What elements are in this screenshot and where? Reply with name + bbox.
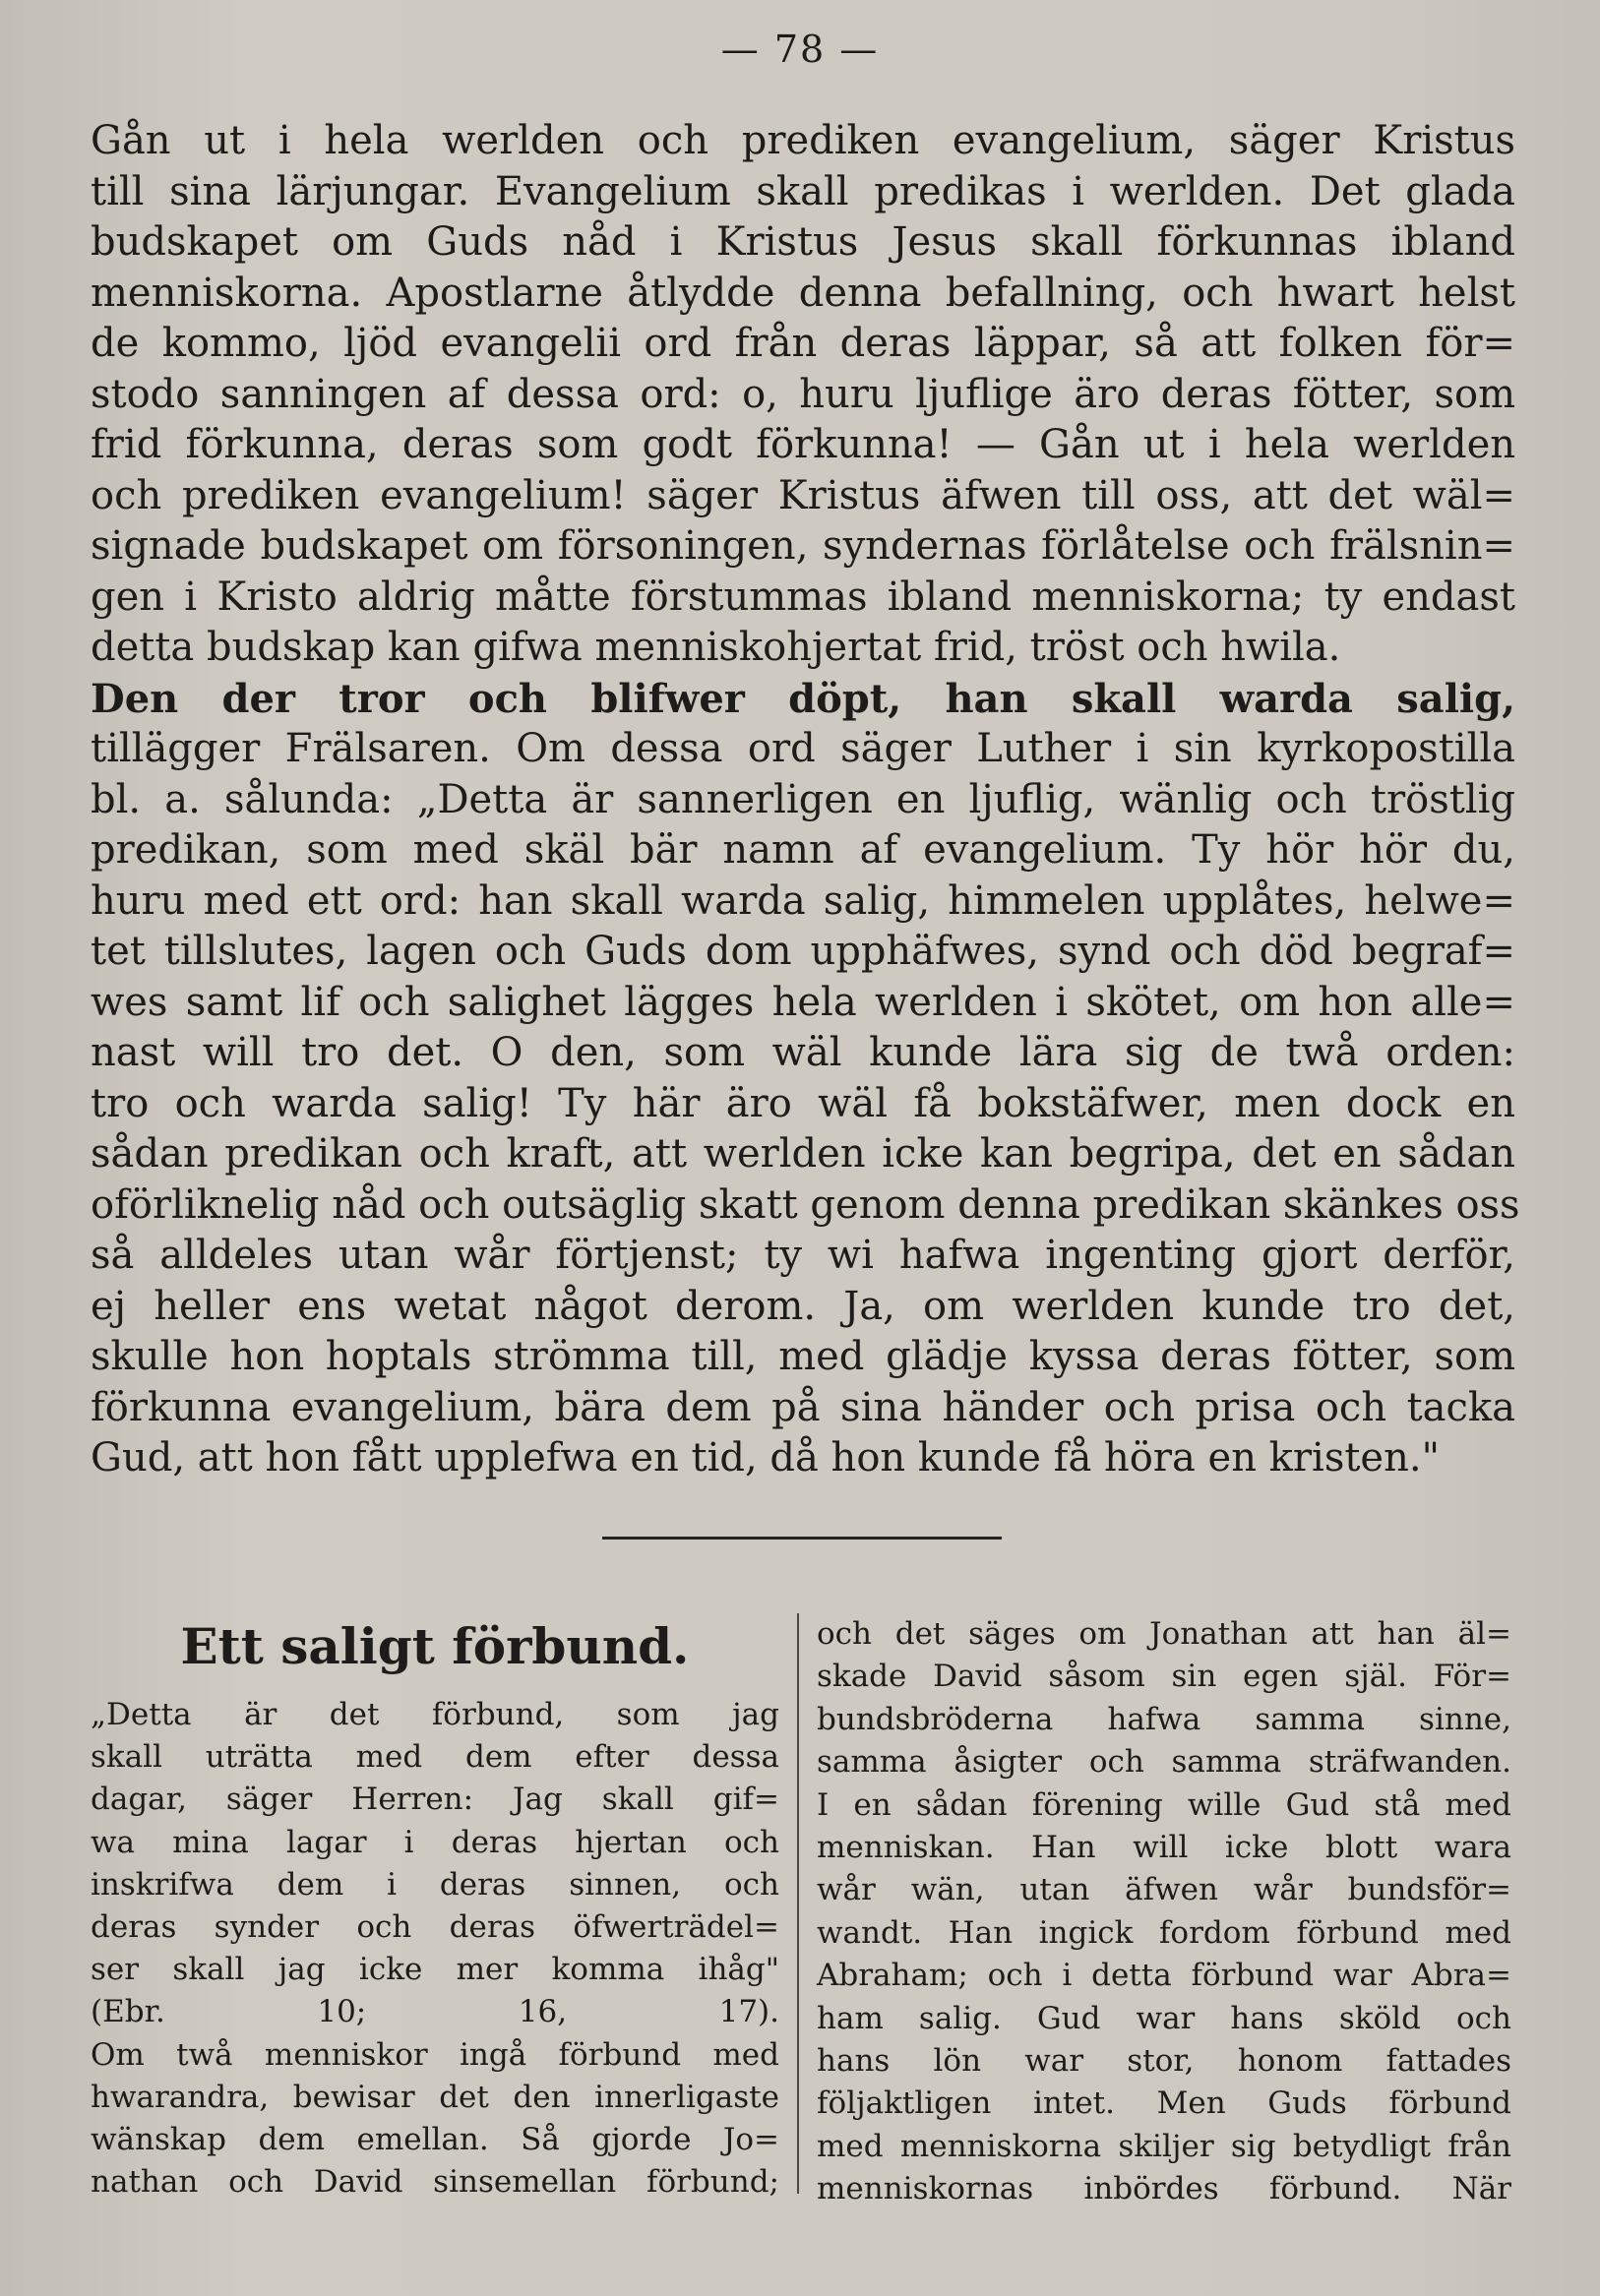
article-title: Ett saligt förbund. (180, 1617, 690, 1675)
column-divider (797, 1613, 799, 2194)
article-line: bundsbröderna hafwa samma sinne, (817, 1701, 1511, 1737)
article-line: menniskornas inbördes förbund. När (817, 2171, 1511, 2207)
text-line: budskapet om Guds nåd i Kristus Jesus skall förkunnas ibland (91, 219, 1515, 265)
article-line: nathan och David sinsemellan förbund; (91, 2164, 779, 2201)
article-line: ham salig. Gud war hans sköld och (817, 2000, 1511, 2036)
article-line: Om twå menniskor ingå förbund med (91, 2036, 779, 2073)
article-left-column (91, 1613, 779, 2204)
article-right-lines (817, 1613, 1511, 2210)
article-line: (Ebr. 10; 16, 17). (91, 1994, 779, 2030)
article-line: följaktligen intet. Men Guds förbund (817, 2085, 1511, 2122)
article-line: wandt. Han ingick fordom förbund med (817, 1914, 1511, 1951)
text-line: de kommo, ljöd evangelii ord från deras läppar, så att folken för= (91, 321, 1515, 366)
article-line: hans lön war stor, honom fattades (817, 2042, 1511, 2079)
text-line: sådan predikan och kraft, att werlden icke kan begripa, det en sådan (91, 1131, 1515, 1177)
text-line: och prediken evangelium! säger Kristus äfwen till oss, att det wäl= (91, 472, 1515, 518)
text-line: huru med ett ord: han skall warda salig, himmelen upplåtes, helwe= (91, 877, 1515, 924)
article-line: I en sådan förening wille Gud stå med (817, 1786, 1511, 1823)
text-line: skulle hon hoptals strömma till, med glädje kyssa deras fötter, som (91, 1334, 1515, 1379)
article-line: skade David såsom sin egen själ. För= (817, 1659, 1511, 1695)
text-line: menniskorna. Apostlarne åtlydde denna befallning, och hwart helst (91, 270, 1515, 316)
text-line: förkunna evangelium, bära dem på sina händer och prisa och tacka (91, 1384, 1515, 1430)
main-text-block (91, 116, 1520, 1484)
page-number: — 78 — (720, 28, 880, 71)
text-line: predikan, som med skäl bär namn af evangelium. Ty hör hör du, (91, 827, 1515, 873)
article-line: skall uträtta med dem efter dessa (91, 1739, 779, 1776)
article-line: samma åsigter och samma sträfwanden. (817, 1744, 1511, 1781)
article-line: deras synder och deras öfwerträdel= (91, 1908, 779, 1945)
article-line: menniskan. Han will icke blott wara (817, 1829, 1511, 1865)
text-line: Gud, att hon fått upplefwa en tid, då hon kunde få höra en kristen." (91, 1435, 1440, 1480)
text-line: Gån ut i hela werlden och prediken evangelium, säger Kristus (91, 118, 1515, 163)
text-line: ej heller ens wetat något derom. Ja, om werlden kunde tro det, (91, 1283, 1515, 1329)
text-line: bl. a. sålunda: „Detta är sannerligen en ljuflig, wänlig och tröstlig (91, 776, 1515, 822)
text-line: signade budskapet om försoningen, syndernas förlåtelse och frälsnin= (91, 523, 1515, 569)
article-line: wår wän, utan äfwen wår bundsför= (817, 1872, 1511, 1908)
text-line: tet tillslutes, lagen och Guds dom upphäfwes, synd och död begraf= (91, 929, 1515, 974)
text-line: tillägger Frälsaren. Om dessa ord säger Luther i sin kyrkopostilla (91, 726, 1515, 771)
article-line: ser skall jag icke mer komma ihåg" (91, 1952, 779, 1988)
article-line: Abraham; och i detta förbund war Abra= (817, 1958, 1511, 1994)
emphasized-quote-line: Den der tror och blifwer döpt, han skall warda salig, (91, 675, 1515, 722)
article-line: wa mina lagar i deras hjertan och (91, 1824, 779, 1860)
text-line: till sina lärjungar. Evangelium skall predikas i werlden. Det glada (91, 168, 1515, 214)
section-divider-rule (602, 1537, 1002, 1540)
article-line: dagar, säger Herren: Jag skall gif= (91, 1782, 779, 1818)
text-line: så alldeles utan wår förtjenst; ty wi hafwa ingenting gjort derför, (91, 1233, 1515, 1278)
text-line: nast will tro det. O den, som wäl kunde lära sig de twå orden: (91, 1030, 1515, 1075)
text-line: oförliknelig nåd och outsäglig skatt genom denna predikan skänkes oss (91, 1181, 1520, 1228)
text-line: stodo sanningen af dessa ord: o, huru ljuflige äro deras fötter, som (91, 371, 1515, 417)
text-line: frid förkunna, deras som godt förkunna! — Gån ut i hela werlden (91, 422, 1515, 467)
article-line: „Detta är det förbund, som jag (91, 1697, 779, 1732)
article-right-column (817, 1613, 1511, 2210)
text-line: detta budskap kan gifwa menniskohjertat frid, tröst och hwila. (91, 625, 1341, 670)
text-line: tro och warda salig! Ty här äro wäl få bokstäfwer, men dock en (91, 1080, 1515, 1126)
article-line: och det säges om Jonathan att han äl= (817, 1616, 1511, 1652)
article-line: wänskap dem emellan. Så gjorde Jo= (91, 2121, 779, 2157)
article-left-lines (91, 1694, 779, 2204)
text-line: gen i Kristo aldrig måtte förstummas ibland menniskorna; ty endast (91, 574, 1515, 620)
article-line: hwarandra, bewisar det den innerligaste (91, 2079, 779, 2115)
article-line: inskrifwa dem i deras sinnen, och (91, 1866, 779, 1903)
text-line: wes samt lif och salighet lägges hela werlden i skötet, om hon alle= (91, 979, 1515, 1025)
article-line: med menniskorna skiljer sig betydligt från (817, 2128, 1511, 2164)
